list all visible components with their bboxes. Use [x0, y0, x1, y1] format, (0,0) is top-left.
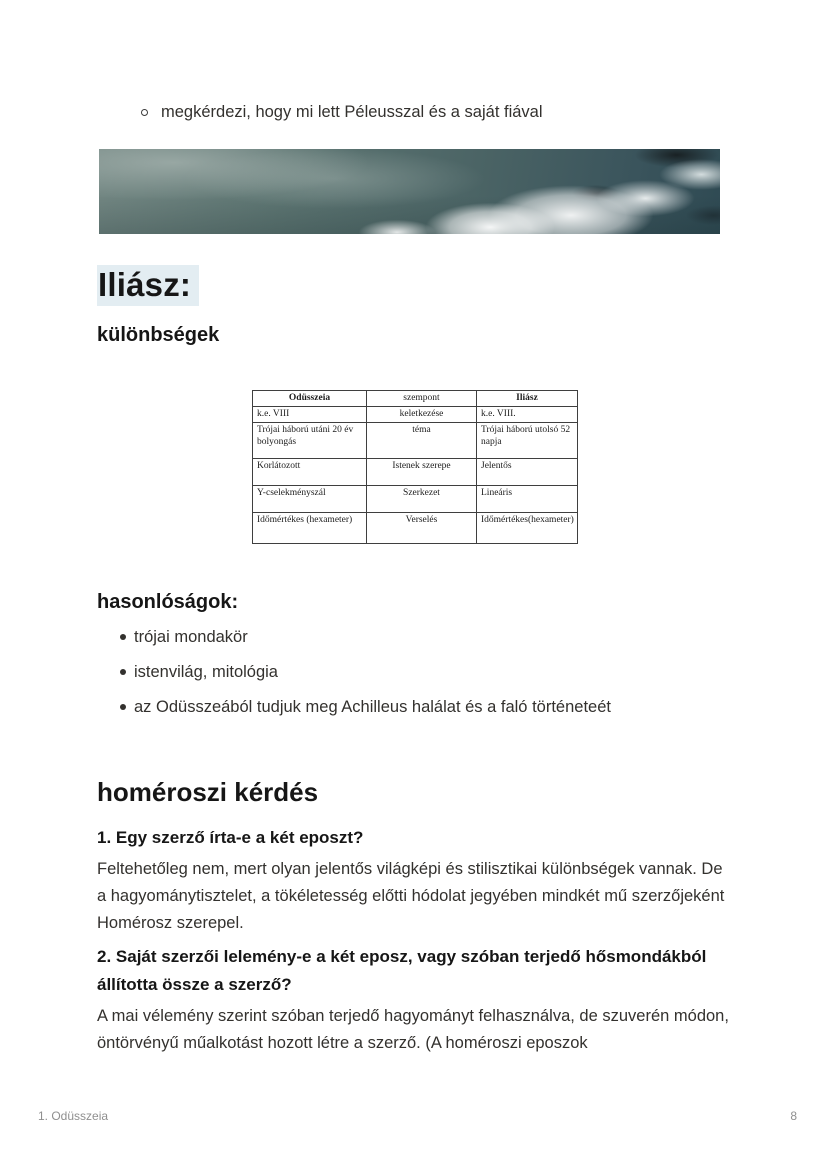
comparison-table — [252, 390, 578, 544]
question-2: 2. Saját szerzői lelemény-e a két eposz, vagy szóban terjedő hősmondákból állította össze a szerző? — [97, 947, 707, 994]
table-cell: Trójai háború utáni 20 év bolyongás — [253, 423, 367, 459]
table-row — [253, 459, 578, 486]
list-item-text: istenvilág, mitológia — [134, 663, 278, 681]
comparison-table-image — [252, 390, 737, 544]
table-cell: Y-cselekményszál — [253, 486, 367, 513]
highlighted-title-text: Iliász: — [97, 265, 199, 306]
answer-1: Feltehetőleg nem, mert olyan jelentős világképi és stilisztikai különbségek vannak. De a hagyománytisztelet, a tökéletesség előtti hódolat jegyében mindkét mű szerzőjeként Homérosz szerepel. — [97, 860, 725, 932]
homeric-question-heading: homéroszi kérdés — [97, 777, 319, 807]
table-row — [253, 486, 578, 513]
table-header-iliasz: Iliász — [477, 391, 578, 407]
table-cell: k.e. VIII — [253, 407, 367, 423]
table-cell: keletkezése — [367, 407, 477, 423]
sea-waves-photo — [99, 149, 720, 234]
table-cell: Lineáris — [477, 486, 578, 513]
bullet-dot-icon — [120, 634, 126, 640]
document-body — [97, 102, 737, 1057]
list-item — [97, 697, 737, 717]
table-cell: Trójai háború utolsó 52 napja — [477, 423, 578, 459]
table-header-row — [253, 391, 578, 407]
bullet-dot-icon — [120, 704, 126, 710]
differences-heading: különbségek — [97, 324, 220, 346]
table-header-szempont: szempont — [367, 391, 477, 407]
table-cell: k.e. VIII. — [477, 407, 578, 423]
list-item — [97, 102, 737, 122]
bullet-circle-icon — [141, 109, 148, 116]
question-1: 1. Egy szerző írta-e a két eposzt? — [97, 828, 364, 847]
table-row — [253, 407, 578, 423]
intro-bullet-text: megkérdezi, hogy mi lett Péleusszal és a saját fiával — [161, 103, 543, 121]
bullet-dot-icon — [120, 669, 126, 675]
table-cell: Szerkezet — [367, 486, 477, 513]
table-cell: Korlátozott — [253, 459, 367, 486]
list-item — [97, 662, 737, 682]
table-cell: Időmértékes (hexameter) — [253, 513, 367, 544]
page-title — [97, 264, 737, 306]
table-header-odusszeia: Odüsszeia — [253, 391, 367, 407]
table-row — [253, 513, 578, 544]
similarities-list — [97, 627, 737, 717]
table-cell: Jelentős — [477, 459, 578, 486]
list-item-text: az Odüsszeából tudjuk meg Achilleus halálat és a faló történeteét — [134, 698, 611, 716]
similarities-heading: hasonlóságok: — [97, 591, 239, 613]
footer-section-label: 1. Odüsszeia — [38, 1109, 109, 1123]
list-item-text: trójai mondakör — [134, 628, 248, 646]
answer-2: A mai vélemény szerint szóban terjedő hagyományt felhasználva, de szuverén módon, öntörvényű műalkotást hozott létre a szerző. (A homéroszi eposzok — [97, 1007, 729, 1052]
table-row — [253, 423, 578, 459]
list-item — [97, 627, 737, 647]
table-cell: Verselés — [367, 513, 477, 544]
table-cell: Istenek szerepe — [367, 459, 477, 486]
page-footer — [0, 1108, 828, 1124]
page-number: 8 — [790, 1109, 797, 1123]
table-cell: téma — [367, 423, 477, 459]
table-cell: Időmértékes(hexameter) — [477, 513, 578, 544]
